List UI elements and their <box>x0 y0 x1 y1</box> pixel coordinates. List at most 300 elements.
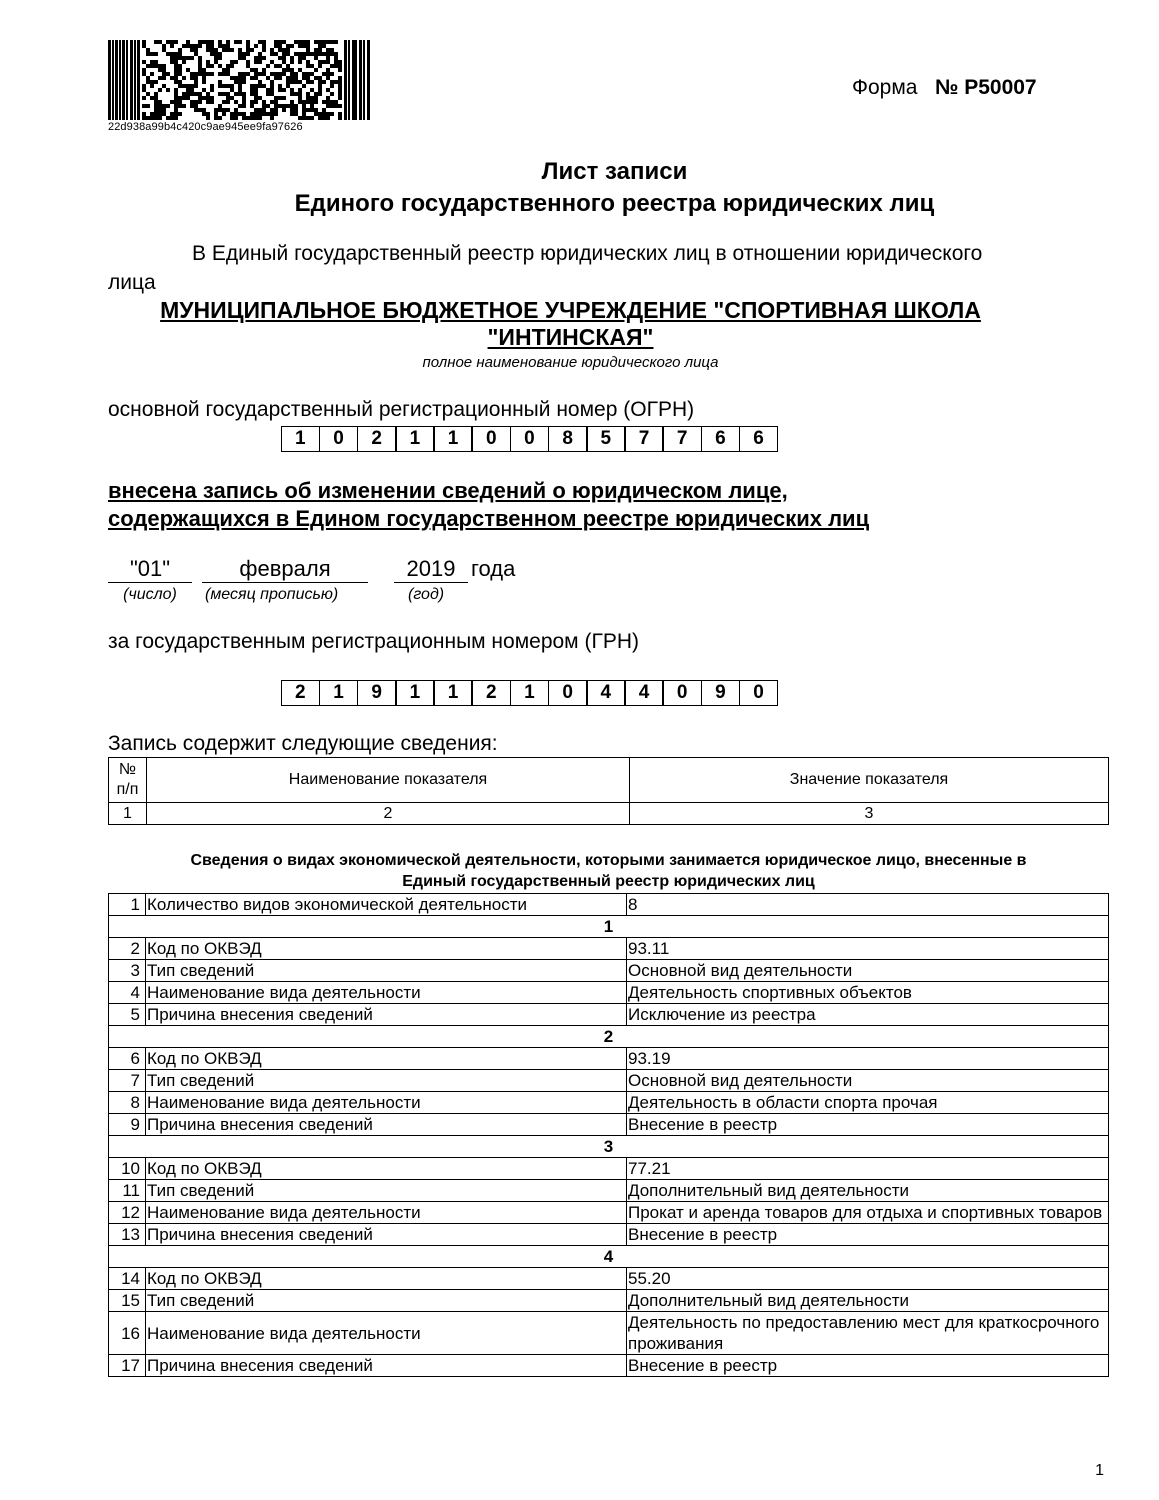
barcode-module <box>238 92 242 96</box>
barcode-module <box>258 96 262 100</box>
activities-table <box>108 893 1109 1377</box>
barcode-module <box>142 104 146 108</box>
row-indicator-name: Тип сведений <box>146 1070 627 1092</box>
barcode-module <box>306 100 310 104</box>
group-header-row <box>109 1246 1109 1268</box>
table-row <box>109 1114 1109 1136</box>
barcode-module <box>214 112 218 116</box>
barcode-module <box>258 60 262 64</box>
barcode-module <box>222 112 226 116</box>
barcode-module <box>158 68 162 72</box>
barcode-module <box>178 84 182 88</box>
barcode-module <box>154 116 158 120</box>
barcode-module <box>174 40 178 44</box>
barcode-module <box>302 44 306 48</box>
row-indicator-value: Внесение в реестр <box>627 1224 1109 1246</box>
barcode-module <box>302 116 306 120</box>
barcode-module <box>254 116 258 120</box>
row-indicator-value: Деятельность по предоставлению мест для краткосрочного проживания <box>627 1312 1109 1355</box>
barcode-module <box>318 88 322 92</box>
row-number: 12 <box>109 1202 146 1224</box>
barcode-module <box>150 64 154 68</box>
barcode-module <box>230 60 234 64</box>
barcode-module <box>234 76 238 80</box>
row-indicator-value: 93.19 <box>627 1048 1109 1070</box>
barcode-module <box>282 88 286 92</box>
barcode-module <box>250 68 254 72</box>
change-notice-line2: содержащихся в Едином государственном реестре юридических лиц <box>108 506 870 531</box>
date-month: февраля <box>202 556 368 583</box>
barcode-module <box>270 92 274 96</box>
barcode-module <box>322 44 326 48</box>
barcode-module <box>226 44 230 48</box>
barcode-module <box>186 88 190 92</box>
barcode-module <box>174 72 178 76</box>
barcode-module <box>306 72 310 76</box>
barcode-module <box>154 108 158 112</box>
barcode-module <box>230 84 234 88</box>
barcode-module <box>282 52 286 56</box>
barcode-module <box>278 72 282 76</box>
barcode-module <box>158 76 162 80</box>
barcode-module <box>202 108 206 112</box>
barcode-module <box>334 64 338 68</box>
barcode-module <box>190 100 194 104</box>
row-number: 14 <box>109 1268 146 1290</box>
barcode-module <box>334 40 338 44</box>
barcode-module <box>170 40 174 44</box>
barcode-module <box>190 84 194 88</box>
barcode-module <box>290 108 294 112</box>
barcode-module <box>274 112 278 116</box>
barcode-module <box>194 108 198 112</box>
barcode-module <box>282 108 286 112</box>
barcode-module <box>218 80 222 84</box>
table-row <box>109 938 1109 960</box>
barcode-module <box>158 100 162 104</box>
barcode-module <box>226 108 230 112</box>
barcode-module <box>194 92 198 96</box>
row-number: 1 <box>109 894 146 916</box>
barcode-module <box>290 68 294 72</box>
barcode-module <box>230 116 234 120</box>
barcode-module <box>142 84 146 88</box>
barcode-module <box>326 116 330 120</box>
barcode-module <box>150 96 154 100</box>
barcode-module <box>174 108 178 112</box>
barcode-module <box>314 56 318 60</box>
org-name-line2: "ИНТИНСКАЯ" <box>487 324 654 350</box>
barcode-module <box>258 80 262 84</box>
barcode-module <box>214 116 218 120</box>
grn-digit: 1 <box>433 680 473 706</box>
barcode-module <box>146 48 150 52</box>
ogrn-label: основной государственный регистрационный номер (ОГРН) <box>108 398 695 421</box>
barcode-module <box>306 108 310 112</box>
grn-digit-boxes <box>282 680 778 706</box>
record-label: Запись содержит следующие сведения: <box>108 732 498 755</box>
barcode-module <box>338 76 342 80</box>
barcode-module <box>262 112 266 116</box>
barcode-module <box>330 72 334 76</box>
barcode-module <box>119 40 121 120</box>
barcode-module <box>174 92 178 96</box>
barcode-module <box>230 88 234 92</box>
barcode-module <box>290 112 294 116</box>
row-number: 16 <box>109 1312 146 1355</box>
header-idx-3: 3 <box>630 803 1109 825</box>
barcode-module <box>302 84 306 88</box>
table-row <box>109 1224 1109 1246</box>
barcode-module <box>306 60 310 64</box>
barcode-module <box>194 84 198 88</box>
barcode-module <box>226 64 230 68</box>
barcode-module <box>298 116 302 120</box>
form-number: № Р50007 <box>934 76 1037 99</box>
barcode-module <box>270 88 274 92</box>
row-number: 9 <box>109 1114 146 1136</box>
barcode-module <box>294 52 298 56</box>
barcode-module <box>238 72 242 76</box>
barcode-module <box>334 100 338 104</box>
barcode-module <box>242 56 246 60</box>
barcode-module <box>222 92 226 96</box>
barcode-module <box>182 44 186 48</box>
barcode-module <box>210 88 214 92</box>
barcode-module <box>298 96 302 100</box>
barcode-module <box>202 88 206 92</box>
barcode-module <box>206 96 210 100</box>
barcode-module <box>206 60 210 64</box>
barcode-module <box>238 112 242 116</box>
barcode-module <box>290 100 294 104</box>
barcode-module <box>158 112 162 116</box>
barcode-module <box>286 48 290 52</box>
barcode-module <box>226 92 230 96</box>
barcode-module <box>194 72 198 76</box>
barcode-module <box>146 116 150 120</box>
row-indicator-value: Основной вид деятельности <box>627 1070 1109 1092</box>
barcode-module <box>310 100 314 104</box>
barcode-module <box>322 60 326 64</box>
barcode-module <box>306 64 310 68</box>
barcode-module <box>226 96 230 100</box>
barcode-module <box>142 40 146 44</box>
row-indicator-name: Наименование вида деятельности <box>146 1312 627 1355</box>
table-row <box>109 894 1109 916</box>
barcode-module <box>182 84 186 88</box>
barcode-module <box>330 52 334 56</box>
barcode-module <box>210 52 214 56</box>
barcode-module <box>202 68 206 72</box>
barcode-module <box>174 112 178 116</box>
barcode-module <box>302 108 306 112</box>
row-number: 10 <box>109 1158 146 1180</box>
barcode-module <box>214 56 218 60</box>
barcode-module <box>226 48 230 52</box>
barcode-module <box>234 92 238 96</box>
barcode-module <box>298 60 302 64</box>
grn-digit: 1 <box>395 680 435 706</box>
barcode-module <box>306 48 310 52</box>
barcode-module <box>154 40 158 44</box>
barcode-module <box>322 52 326 56</box>
barcode-module <box>318 112 322 116</box>
barcode-module <box>338 68 342 72</box>
barcode-module <box>282 40 286 44</box>
barcode-module <box>206 112 210 116</box>
barcode-module <box>162 64 166 68</box>
barcode-module <box>282 56 286 60</box>
barcode-module <box>218 44 222 48</box>
barcode-module <box>270 84 274 88</box>
barcode-module <box>242 80 246 84</box>
barcode-module <box>286 52 290 56</box>
barcode-module <box>142 88 146 92</box>
barcode-module <box>302 76 306 80</box>
barcode-module <box>250 92 254 96</box>
barcode-module <box>286 104 290 108</box>
row-indicator-value: 8 <box>627 894 1109 916</box>
barcode-module <box>218 92 222 96</box>
barcode-module <box>246 40 250 44</box>
barcode-module <box>222 44 226 48</box>
barcode-module <box>230 76 234 80</box>
barcode-module <box>162 72 166 76</box>
barcode-module <box>266 64 270 68</box>
barcode-module <box>158 108 162 112</box>
barcode-module <box>338 80 342 84</box>
header-col-value: Значение показателя <box>630 758 1109 803</box>
barcode-module <box>194 80 198 84</box>
barcode-module <box>274 52 278 56</box>
barcode-module <box>154 104 158 108</box>
barcode-module <box>194 44 198 48</box>
barcode-module <box>290 88 294 92</box>
barcode-module <box>306 52 310 56</box>
barcode-module <box>226 72 230 76</box>
barcode-module <box>266 92 270 96</box>
barcode-module <box>222 72 226 76</box>
barcode-module <box>314 96 318 100</box>
barcode-module <box>210 72 214 76</box>
barcode-module <box>218 104 222 108</box>
barcode-module <box>198 60 202 64</box>
barcode-module <box>274 72 278 76</box>
barcode-module <box>254 44 258 48</box>
barcode-module <box>326 104 330 108</box>
barcode-module <box>178 96 182 100</box>
grn-digit: 9 <box>357 680 397 706</box>
barcode-module <box>270 108 274 112</box>
row-indicator-name: Наименование вида деятельности <box>146 1202 627 1224</box>
barcode-module <box>238 84 242 88</box>
barcode-module <box>254 88 258 92</box>
ogrn-digit: 0 <box>510 426 550 452</box>
barcode-module <box>154 96 158 100</box>
group-label: 1 <box>109 916 1109 938</box>
row-number: 15 <box>109 1290 146 1312</box>
barcode-module <box>294 92 298 96</box>
barcode-module <box>246 44 250 48</box>
barcode-module <box>218 52 222 56</box>
barcode-module <box>302 104 306 108</box>
barcode-module <box>314 76 318 80</box>
barcode-module <box>174 56 178 60</box>
table-row <box>109 1202 1109 1224</box>
barcode-module <box>146 92 150 96</box>
barcode-module <box>262 48 266 52</box>
barcode-module <box>182 104 186 108</box>
barcode-module <box>150 80 154 84</box>
barcode-module <box>154 52 158 56</box>
document-subtitle: Единого государственного реестра юридических лиц <box>294 190 935 217</box>
barcode-module <box>146 104 150 108</box>
intro-text-line1: В Единый государственный реестр юридических лиц в отношении юридического <box>192 242 983 265</box>
barcode-module <box>262 40 266 44</box>
row-indicator-value: Дополнительный вид деятельности <box>627 1290 1109 1312</box>
barcode-module <box>126 40 128 120</box>
barcode-module <box>162 108 166 112</box>
barcode-module <box>234 100 238 104</box>
barcode-module <box>254 100 258 104</box>
barcode-module <box>338 116 342 120</box>
barcode-module <box>210 84 214 88</box>
barcode-module <box>338 92 342 96</box>
barcode-module <box>298 56 302 60</box>
barcode-module <box>222 100 226 104</box>
table-row <box>109 1048 1109 1070</box>
barcode-module <box>246 52 250 56</box>
barcode-module <box>330 64 334 68</box>
barcode-module <box>206 64 210 68</box>
table-row <box>109 960 1109 982</box>
barcode-module <box>154 60 158 64</box>
barcode-module <box>254 60 258 64</box>
row-number: 5 <box>109 1004 146 1026</box>
barcode-module <box>198 100 202 104</box>
barcode-module <box>322 100 326 104</box>
ogrn-digit: 8 <box>548 426 588 452</box>
barcode-module <box>186 40 190 44</box>
row-indicator-name: Причина внесения сведений <box>146 1224 627 1246</box>
barcode-module <box>318 76 322 80</box>
ogrn-digit-boxes <box>282 426 778 452</box>
barcode-module <box>286 64 290 68</box>
barcode-caption: 22d938a99b4c420c9ae945ee9fa97626 <box>108 121 303 133</box>
barcode-module <box>242 116 246 120</box>
barcode-module <box>206 44 210 48</box>
grn-digit: 4 <box>624 680 664 706</box>
table-row <box>109 982 1109 1004</box>
barcode-module <box>250 104 254 108</box>
barcode-module <box>359 40 362 120</box>
barcode-module <box>254 96 258 100</box>
document-title: Лист записи <box>541 158 688 185</box>
barcode-module <box>274 76 278 80</box>
barcode-module <box>258 108 262 112</box>
barcode-module <box>286 84 290 88</box>
barcode-module <box>334 104 338 108</box>
barcode-module <box>330 100 334 104</box>
barcode-module <box>238 80 242 84</box>
barcode-module <box>234 108 238 112</box>
group-label: 2 <box>109 1026 1109 1048</box>
barcode-module <box>326 100 330 104</box>
barcode-module <box>238 40 242 44</box>
barcode-module <box>202 112 206 116</box>
row-indicator-value: Исключение из реестра <box>627 1004 1109 1026</box>
barcode-module <box>230 64 234 68</box>
barcode-module <box>190 72 194 76</box>
barcode-module <box>326 48 330 52</box>
barcode-module <box>258 116 262 120</box>
barcode-module <box>254 72 258 76</box>
row-number: 6 <box>109 1048 146 1070</box>
grn-digit: 1 <box>510 680 550 706</box>
barcode-module <box>258 40 262 44</box>
table-row <box>109 1268 1109 1290</box>
barcode-module <box>286 68 290 72</box>
barcode-module <box>318 48 322 52</box>
barcode-module <box>326 96 330 100</box>
barcode-module <box>254 84 258 88</box>
row-indicator-name: Тип сведений <box>146 960 627 982</box>
barcode-module <box>158 40 162 44</box>
barcode-module <box>186 96 190 100</box>
row-number: 11 <box>109 1180 146 1202</box>
barcode-module <box>150 52 154 56</box>
form-label <box>852 76 1037 100</box>
barcode-module <box>150 72 154 76</box>
barcode-module <box>330 48 334 52</box>
barcode-module <box>186 84 190 88</box>
barcode-module <box>166 72 170 76</box>
barcode-module <box>174 88 178 92</box>
grn-digit: 0 <box>662 680 702 706</box>
barcode-module <box>274 64 278 68</box>
grn-digit: 2 <box>471 680 511 706</box>
barcode-module <box>154 100 158 104</box>
barcode-module <box>290 80 294 84</box>
barcode-module <box>154 80 158 84</box>
barcode-module <box>282 48 286 52</box>
barcode-module <box>198 72 202 76</box>
barcode-module <box>190 44 194 48</box>
barcode-module <box>230 96 234 100</box>
row-indicator-name: Тип сведений <box>146 1290 627 1312</box>
barcode-module <box>250 112 254 116</box>
page-number: 1 <box>1095 1462 1104 1479</box>
table-row <box>109 1070 1109 1092</box>
barcode-module <box>146 52 150 56</box>
barcode-module <box>218 116 222 120</box>
barcode-module <box>266 112 270 116</box>
barcode-module <box>334 56 338 60</box>
barcode-module <box>210 96 214 100</box>
barcode-module <box>182 60 186 64</box>
barcode-module <box>186 92 190 96</box>
barcode-module <box>298 80 302 84</box>
barcode-module <box>334 52 338 56</box>
ogrn-digit: 7 <box>662 426 702 452</box>
barcode-module <box>330 84 334 88</box>
barcode-module <box>150 60 154 64</box>
barcode-module <box>242 96 246 100</box>
barcode-module <box>198 108 202 112</box>
barcode-module <box>310 64 314 68</box>
barcode-module <box>314 40 318 44</box>
